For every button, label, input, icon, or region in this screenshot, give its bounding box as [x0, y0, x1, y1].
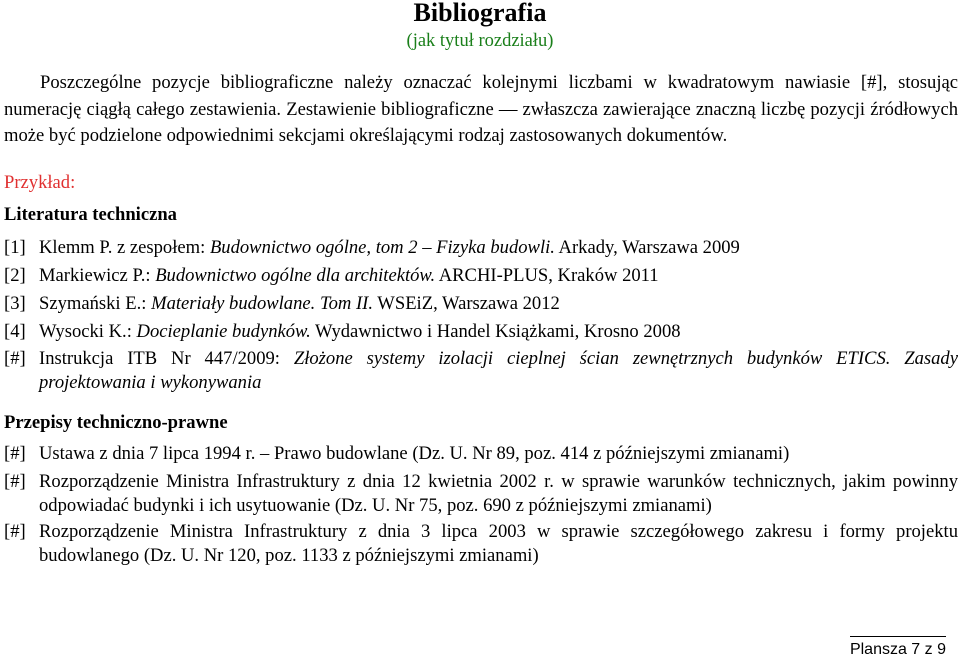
- page-subtitle: (jak tytuł rozdziału): [406, 31, 554, 51]
- bib-publisher: Arkady, Warszawa 2009: [554, 237, 740, 258]
- bib-title: Budownictwo ogólne dla architektów.: [155, 265, 436, 286]
- page-counter: Plansza 7 z 9: [849, 641, 946, 658]
- footer-divider: [850, 636, 946, 637]
- bib-publisher: WSEiZ, Warszawa 2012: [373, 293, 560, 314]
- bib-number: [4]: [4, 321, 26, 342]
- bib-author: Instrukcja ITB Nr 447/2009:: [39, 348, 294, 369]
- bib-number: [#]: [4, 443, 26, 464]
- regulation-text: Rozporządzenie Ministra Infrastruktury z dnia 12 kwietnia 2002 r. w sprawie warunków technicznych, jakim powinny odpowiadać budynki i ich usytuowanie (Dz. U. Nr 75, poz. 690 z późniejszymi zmianami): [39, 471, 958, 516]
- bib-title: Złożone systemy izolacji cieplnej ścian zewnętrznych budynków ETICS. Zasady projektowania i wykonywania: [39, 348, 958, 393]
- regulation-text: Ustawa z dnia 7 lipca 1994 r. – Prawo budowlane (Dz. U. Nr 89, poz. 414 z późniejszymi zmianami): [39, 443, 790, 464]
- bib-author: Markiewicz P.:: [39, 265, 156, 286]
- bib-entry: [4, 264, 958, 288]
- bib-number: [#]: [4, 471, 26, 492]
- bib-publisher: ARCHI-PLUS, Kraków 2011: [435, 265, 659, 286]
- bib-title: Docieplanie budynków.: [136, 321, 311, 342]
- bib-author: Szymański E.:: [39, 293, 152, 314]
- regulation-entry: [4, 520, 958, 568]
- bib-number: [#]: [4, 521, 26, 542]
- regulation-entry: [4, 442, 958, 466]
- bib-number: [1]: [4, 237, 26, 258]
- intro-text: Poszczególne pozycje bibliograficzne należy oznaczać kolejnymi liczbami w kwadratowym nawiasie [#], stosując numerację ciągłą całego zestawienia. Zestawienie bibliograficzne — zwłaszcza zawierające znaczną liczbę pozycji źródłowych może być podzielone odpowiednimi sekcjami określającymi rodzaj zastosowanych dokumentów.: [4, 72, 958, 146]
- bib-number: [3]: [4, 293, 26, 314]
- section-heading-literature: Literatura techniczna: [4, 204, 177, 225]
- bib-entry: [4, 347, 958, 395]
- bib-title: Materiały budowlane. Tom II.: [151, 293, 373, 314]
- example-label: Przykład:: [4, 172, 76, 193]
- bib-entry: [4, 292, 958, 316]
- regulation-text: Rozporządzenie Ministra Infrastruktury z dnia 3 lipca 2003 w sprawie szczegółowego zakresu i formy projektu budowlanego (Dz. U. Nr 120, poz. 1133 z późniejszymi zmianami): [39, 521, 958, 566]
- bib-title: Budownictwo ogólne, tom 2 – Fizyka budowli.: [209, 237, 555, 258]
- bib-author: Wysocki K.:: [39, 321, 137, 342]
- section-heading-regulations: Przepisy techniczno-prawne: [4, 412, 228, 433]
- page-title: Bibliografia: [413, 0, 547, 27]
- bib-entry: [4, 320, 958, 344]
- intro-paragraph: [4, 70, 958, 150]
- bib-publisher: Wydawnictwo i Handel Książkami, Krosno 2008: [310, 321, 681, 342]
- regulation-entry: [4, 470, 958, 518]
- bib-number: [#]: [4, 348, 26, 369]
- bib-author: Klemm P. z zespołem:: [39, 237, 210, 258]
- bib-number: [2]: [4, 265, 26, 286]
- bib-entry: [4, 236, 958, 260]
